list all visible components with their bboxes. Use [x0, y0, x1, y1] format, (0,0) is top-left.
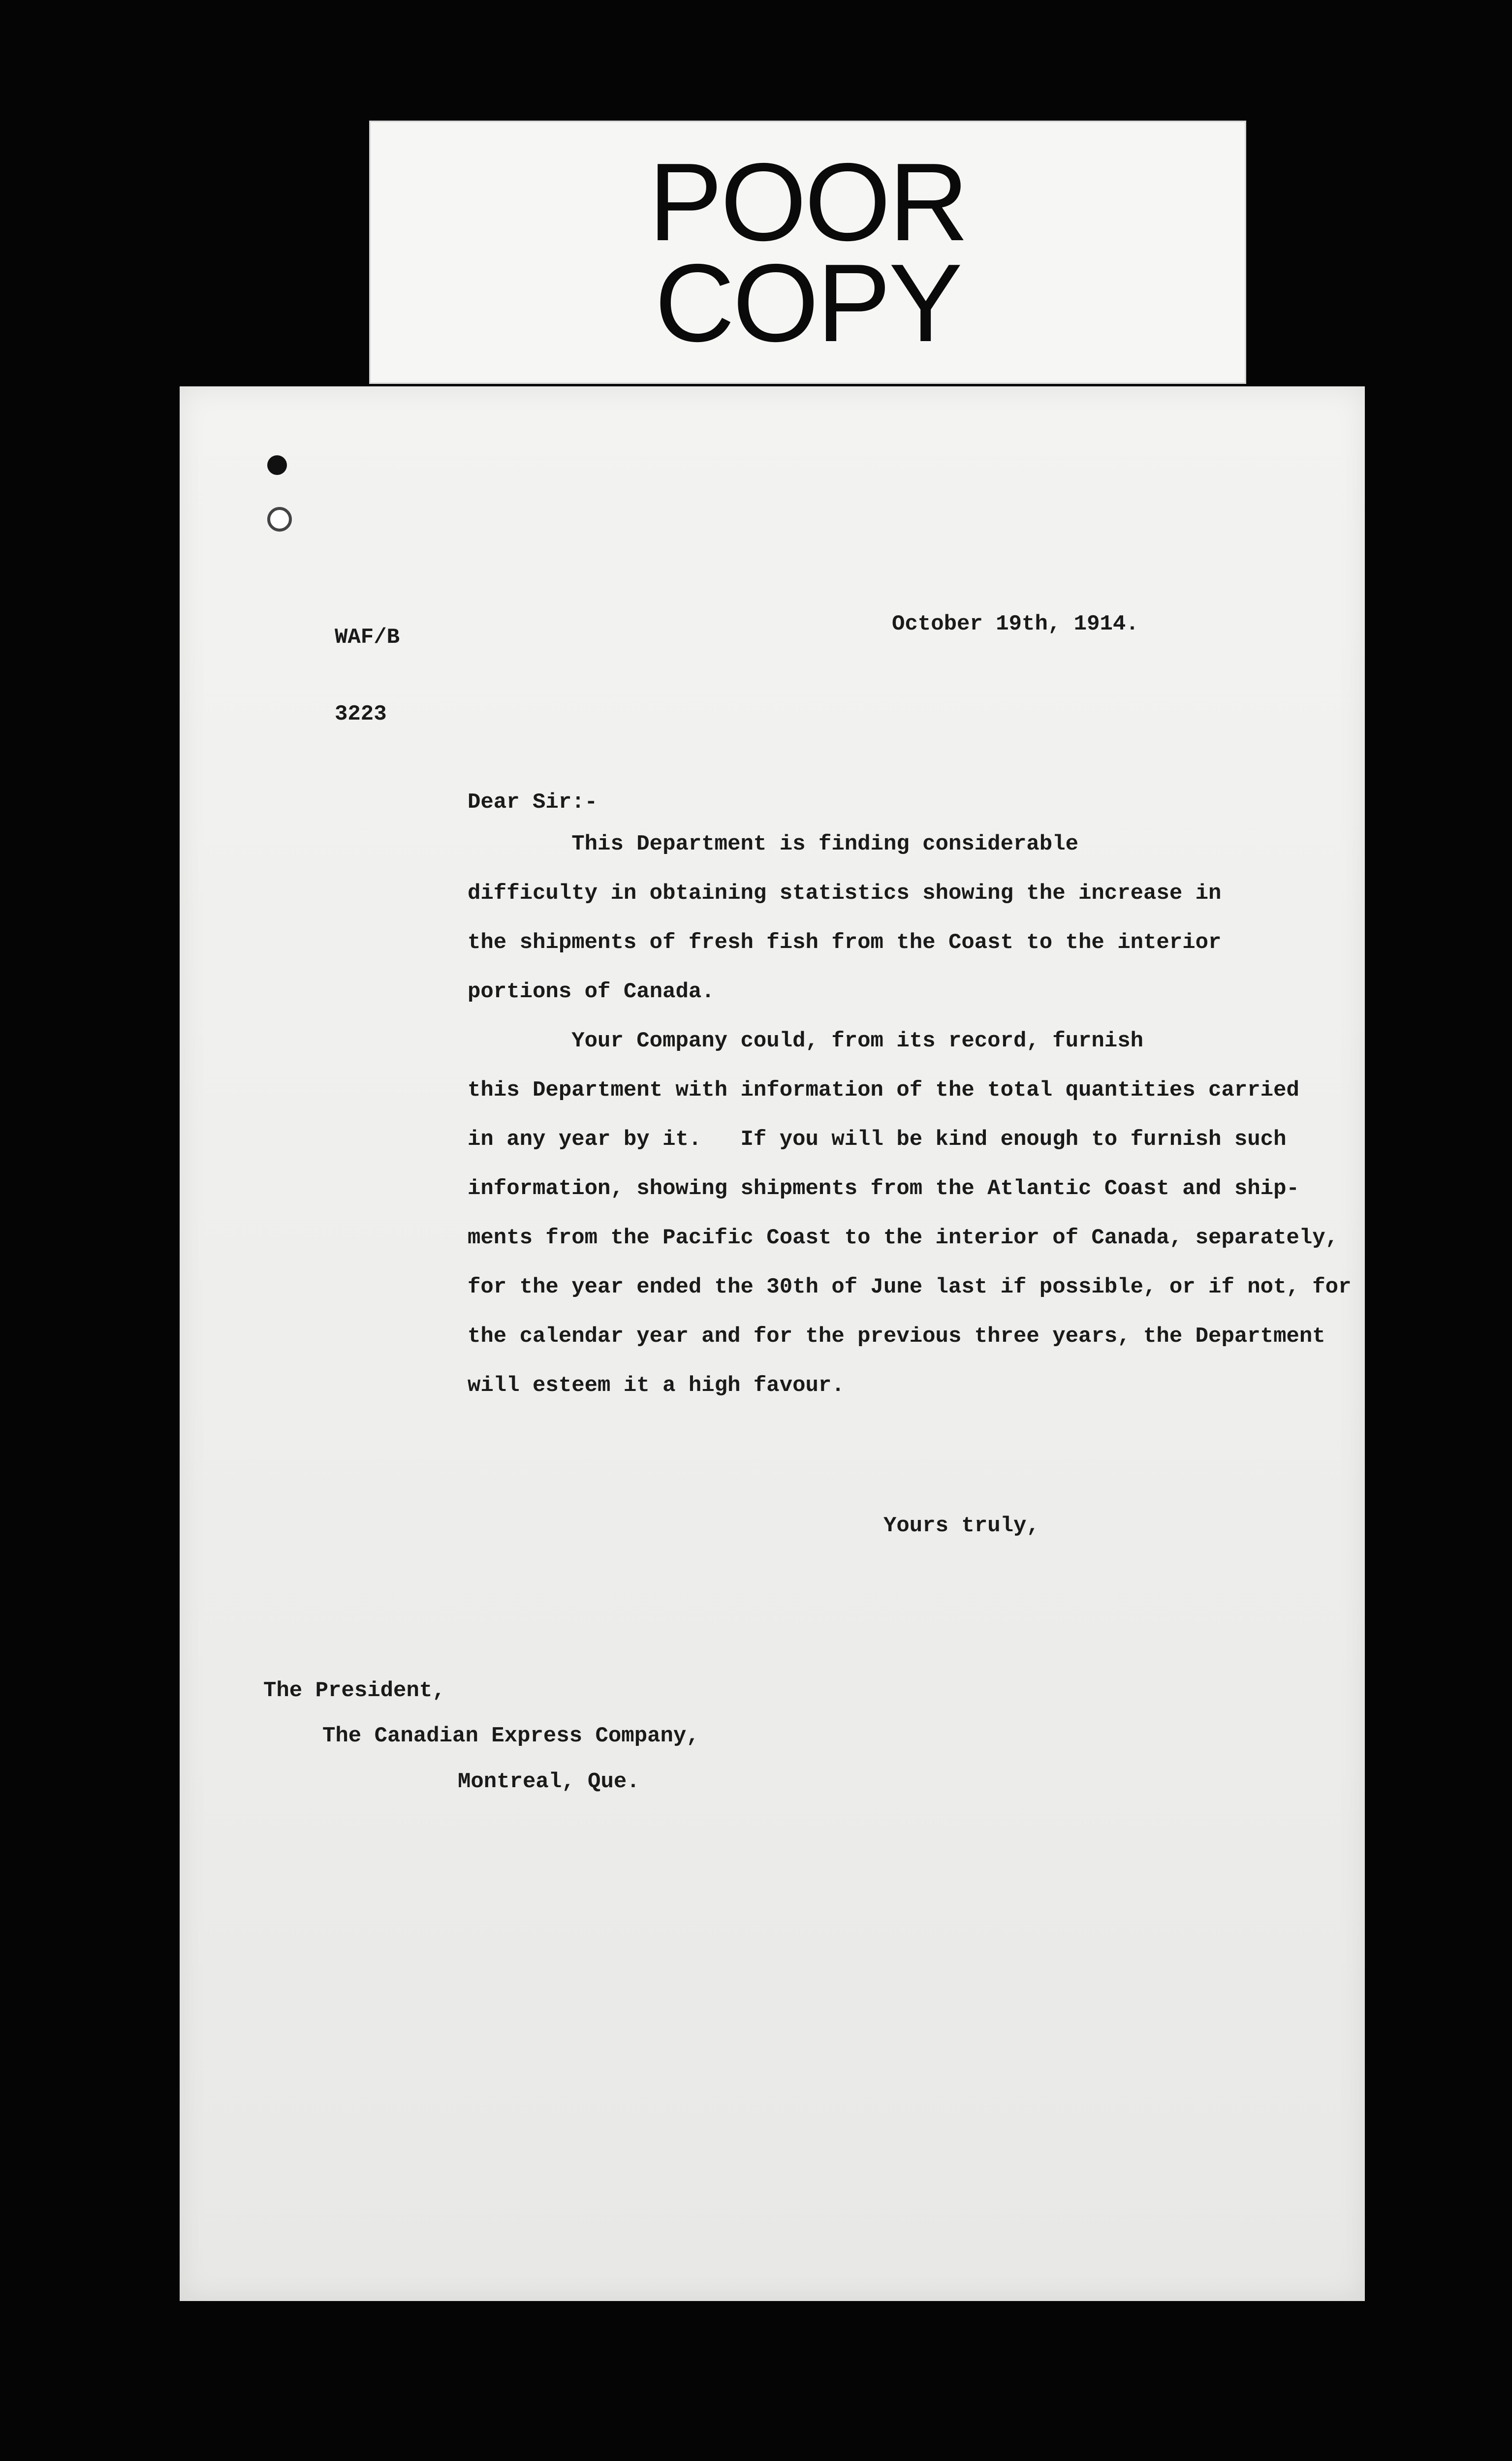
letter-page	[180, 386, 1365, 2301]
body-line: difficulty in obtaining statistics showing the increase in	[468, 881, 1222, 906]
body-line: the calendar year and for the previous three years, the Department	[468, 1324, 1325, 1349]
body-line: information, showing shipments from the Atlantic Coast and ship-	[468, 1176, 1299, 1201]
addressee-city: Montreal, Que.	[458, 1769, 640, 1794]
punch-hole-icon	[267, 455, 287, 475]
body-line: the shipments of fresh fish from the Coast to the interior	[468, 930, 1222, 955]
letter-date: October 19th, 1914.	[892, 612, 1139, 636]
addressee-title: The President,	[263, 1678, 445, 1703]
file-ref-code: WAF/B	[335, 625, 400, 650]
body-line: Your Company could, from its record, furnish	[468, 1029, 1144, 1053]
body-line: This Department is finding considerable	[468, 832, 1079, 856]
poor-copy-line1: POOR	[648, 139, 967, 264]
file-ref-number: 3223	[335, 702, 387, 726]
body-line: in any year by it. If you will be kind enough to furnish such	[468, 1127, 1287, 1152]
body-line: will esteem it a high favour.	[468, 1373, 845, 1398]
body-line: portions of Canada.	[468, 979, 715, 1004]
body-line: for the year ended the 30th of June last if possible, or if not, for	[468, 1275, 1352, 1299]
body-line: this Department with information of the total quantities carried	[468, 1078, 1299, 1103]
poor-copy-card	[369, 121, 1246, 384]
addressee-company: The Canadian Express Company,	[322, 1724, 699, 1748]
letter-body	[468, 832, 1352, 1422]
body-line: ments from the Pacific Coast to the interior of Canada, separately,	[468, 1226, 1339, 1250]
file-reference	[335, 573, 400, 778]
closing: Yours truly,	[883, 1514, 1040, 1538]
salutation: Dear Sir:-	[468, 790, 598, 815]
punch-hole-icon	[267, 507, 292, 532]
poor-copy-line2: COPY	[655, 240, 961, 365]
